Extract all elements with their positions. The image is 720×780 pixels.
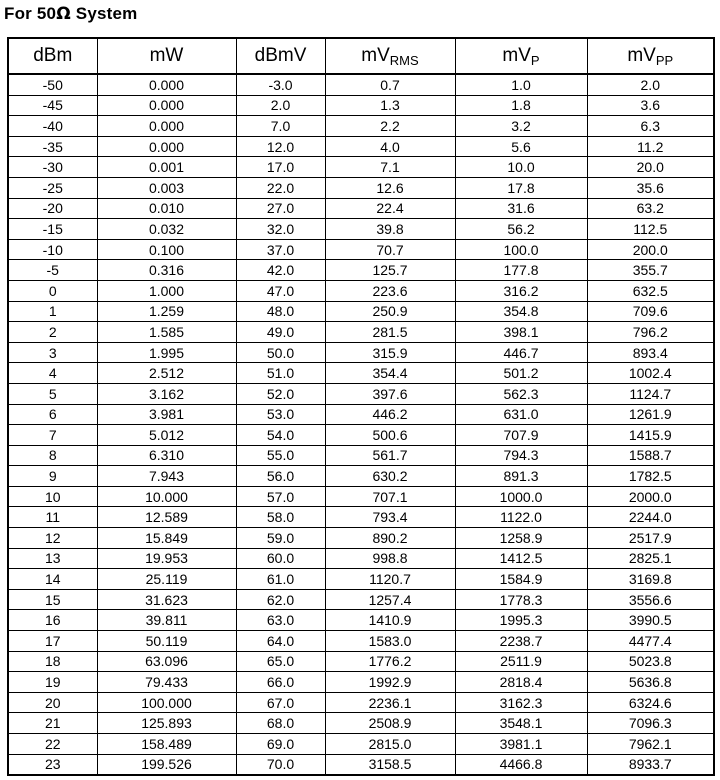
mw-cell: 199.526 [97, 754, 236, 775]
dbmv-cell: 27.0 [236, 198, 325, 219]
mv-rms-cell: 3158.5 [325, 754, 455, 775]
mv-pp-cell: 355.7 [587, 260, 714, 281]
dbm-cell: 13 [8, 548, 97, 569]
table-row [8, 754, 714, 775]
mv-rms-cell: 70.7 [325, 239, 455, 260]
mv-pp-cell: 3.6 [587, 95, 714, 116]
mv-pp-cell: 7096.3 [587, 713, 714, 734]
dbm-cell: 9 [8, 466, 97, 487]
header-mw: mW [97, 38, 236, 74]
table-row [8, 239, 714, 260]
mv-rms-cell: 223.6 [325, 280, 455, 301]
mv-p-cell: 631.0 [455, 404, 587, 425]
dbmv-cell: 50.0 [236, 342, 325, 363]
mv-rms-cell: 39.8 [325, 219, 455, 240]
mw-cell: 0.000 [97, 116, 236, 137]
mv-pp-cell: 11.2 [587, 136, 714, 157]
mw-cell: 3.981 [97, 404, 236, 425]
mw-cell: 15.849 [97, 528, 236, 549]
table-row [8, 486, 714, 507]
dbmv-cell: 63.0 [236, 610, 325, 631]
mw-cell: 1.000 [97, 280, 236, 301]
dbm-cell: 18 [8, 651, 97, 672]
mv-pp-cell: 112.5 [587, 219, 714, 240]
dbmv-cell: 7.0 [236, 116, 325, 137]
mv-p-cell: 446.7 [455, 342, 587, 363]
table-row [8, 363, 714, 384]
mv-rms-cell: 22.4 [325, 198, 455, 219]
mv-p-cell: 5.6 [455, 136, 587, 157]
dbmv-cell: 32.0 [236, 219, 325, 240]
title-suffix: System [70, 4, 138, 23]
dbmv-cell: 57.0 [236, 486, 325, 507]
dbm-cell: 5 [8, 383, 97, 404]
mv-p-cell: 501.2 [455, 363, 587, 384]
mv-rms-cell: 890.2 [325, 528, 455, 549]
mw-cell: 10.000 [97, 486, 236, 507]
table-row [8, 260, 714, 281]
dbm-cell: -50 [8, 74, 97, 95]
dbmv-cell: 62.0 [236, 589, 325, 610]
mw-cell: 7.943 [97, 466, 236, 487]
mw-cell: 1.995 [97, 342, 236, 363]
mv-rms-cell: 1257.4 [325, 589, 455, 610]
dbm-cell: 22 [8, 734, 97, 755]
mv-p-cell: 3981.1 [455, 734, 587, 755]
dbm-cell: -40 [8, 116, 97, 137]
mv-p-cell: 1584.9 [455, 569, 587, 590]
mw-cell: 0.100 [97, 239, 236, 260]
mv-pp-cell: 7962.1 [587, 734, 714, 755]
mv-pp-cell: 2000.0 [587, 486, 714, 507]
mv-rms-cell: 2236.1 [325, 692, 455, 713]
table-row [8, 631, 714, 652]
mv-pp-cell: 3990.5 [587, 610, 714, 631]
dbm-cell: -10 [8, 239, 97, 260]
mw-cell: 19.953 [97, 548, 236, 569]
mv-rms-cell: 2.2 [325, 116, 455, 137]
mv-p-cell: 1412.5 [455, 548, 587, 569]
dbmv-cell: 12.0 [236, 136, 325, 157]
mv-p-cell: 1000.0 [455, 486, 587, 507]
mv-p-cell: 794.3 [455, 445, 587, 466]
dbm-cell: 21 [8, 713, 97, 734]
header-mv-pp: $mV_{PP}$ [587, 38, 714, 74]
mv-rms-cell: 7.1 [325, 157, 455, 178]
mv-pp-cell: 632.5 [587, 280, 714, 301]
mv-rms-cell: 397.6 [325, 383, 455, 404]
mw-cell: 0.032 [97, 219, 236, 240]
mv-pp-cell: 20.0 [587, 157, 714, 178]
mv-rms-cell: 707.1 [325, 486, 455, 507]
dbm-cell: 23 [8, 754, 97, 775]
dbmv-cell: 56.0 [236, 466, 325, 487]
table-row [8, 383, 714, 404]
dbm-cell: 17 [8, 631, 97, 652]
page-title [4, 4, 137, 24]
dbm-cell: 20 [8, 692, 97, 713]
mv-p-cell: 891.3 [455, 466, 587, 487]
mv-pp-cell: 5023.8 [587, 651, 714, 672]
mw-cell: 3.162 [97, 383, 236, 404]
mw-cell: 6.310 [97, 445, 236, 466]
mv-rms-cell: 1120.7 [325, 569, 455, 590]
mv-p-cell: 3162.3 [455, 692, 587, 713]
mw-cell: 12.589 [97, 507, 236, 528]
dbmv-cell: 70.0 [236, 754, 325, 775]
table-row [8, 692, 714, 713]
table-row [8, 322, 714, 343]
dbmv-cell: 66.0 [236, 672, 325, 693]
mv-rms-cell: 1.3 [325, 95, 455, 116]
dbm-cell: -25 [8, 177, 97, 198]
mv-rms-cell: 250.9 [325, 301, 455, 322]
mv-p-cell: 3548.1 [455, 713, 587, 734]
dbmv-cell: 2.0 [236, 95, 325, 116]
mv-pp-cell: 2.0 [587, 74, 714, 95]
dbmv-cell: 61.0 [236, 569, 325, 590]
dbmv-cell: 67.0 [236, 692, 325, 713]
dbm-cell: 14 [8, 569, 97, 590]
table-row [8, 528, 714, 549]
table-row [8, 713, 714, 734]
mv-p-cell: 2238.7 [455, 631, 587, 652]
table-row [8, 589, 714, 610]
dbm-cell: -20 [8, 198, 97, 219]
mv-p-cell: 100.0 [455, 239, 587, 260]
table-row [8, 157, 714, 178]
table-row [8, 136, 714, 157]
mv-pp-cell: 2517.9 [587, 528, 714, 549]
mv-pp-cell: 8933.7 [587, 754, 714, 775]
table-row [8, 445, 714, 466]
table-row [8, 301, 714, 322]
dbm-cell: 7 [8, 425, 97, 446]
mv-pp-cell: 4477.4 [587, 631, 714, 652]
mv-p-cell: 398.1 [455, 322, 587, 343]
dbm-cell: -45 [8, 95, 97, 116]
mv-rms-cell: 1992.9 [325, 672, 455, 693]
mv-p-cell: 3.2 [455, 116, 587, 137]
mv-p-cell: 1258.9 [455, 528, 587, 549]
mv-pp-cell: 893.4 [587, 342, 714, 363]
dbm-cell: 12 [8, 528, 97, 549]
mv-rms-cell: 354.4 [325, 363, 455, 384]
mv-rms-cell: 1410.9 [325, 610, 455, 631]
mv-pp-cell: 35.6 [587, 177, 714, 198]
table-row [8, 734, 714, 755]
dbmv-cell: 60.0 [236, 548, 325, 569]
table-row [8, 404, 714, 425]
mv-rms-cell: 12.6 [325, 177, 455, 198]
mv-p-cell: 2818.4 [455, 672, 587, 693]
mv-rms-cell: 2508.9 [325, 713, 455, 734]
dbm-cell: 4 [8, 363, 97, 384]
mw-cell: 0.010 [97, 198, 236, 219]
mw-cell: 0.000 [97, 74, 236, 95]
dbm-cell: 0 [8, 280, 97, 301]
mv-pp-cell: 5636.8 [587, 672, 714, 693]
table-body [8, 74, 714, 775]
table-row [8, 651, 714, 672]
dbmv-cell: 64.0 [236, 631, 325, 652]
table-row [8, 177, 714, 198]
mv-rms-cell: 281.5 [325, 322, 455, 343]
dbmv-cell: 65.0 [236, 651, 325, 672]
dbmv-cell: 68.0 [236, 713, 325, 734]
mv-rms-cell: 446.2 [325, 404, 455, 425]
header-mv-rms: $mV_{RMS}$ [325, 38, 455, 74]
mw-cell: 0.000 [97, 136, 236, 157]
header-row [8, 38, 714, 74]
conversion-table [7, 37, 715, 776]
dbm-cell: -15 [8, 219, 97, 240]
mv-pp-cell: 63.2 [587, 198, 714, 219]
mv-rms-cell: 315.9 [325, 342, 455, 363]
mv-pp-cell: 2825.1 [587, 548, 714, 569]
mv-p-cell: 4466.8 [455, 754, 587, 775]
mw-cell: 63.096 [97, 651, 236, 672]
dbmv-cell: 55.0 [236, 445, 325, 466]
mv-rms-cell: 1776.2 [325, 651, 455, 672]
table-row [8, 425, 714, 446]
mv-p-cell: 31.6 [455, 198, 587, 219]
dbmv-cell: 54.0 [236, 425, 325, 446]
mv-p-cell: 707.9 [455, 425, 587, 446]
dbm-cell: -5 [8, 260, 97, 281]
table-row [8, 74, 714, 95]
dbmv-cell: 51.0 [236, 363, 325, 384]
table-row [8, 548, 714, 569]
mv-rms-cell: 4.0 [325, 136, 455, 157]
mv-pp-cell: 1782.5 [587, 466, 714, 487]
mv-p-cell: 354.8 [455, 301, 587, 322]
mv-p-cell: 1995.3 [455, 610, 587, 631]
mv-pp-cell: 1588.7 [587, 445, 714, 466]
title-prefix: For 50 [4, 4, 57, 23]
dbmv-cell: 58.0 [236, 507, 325, 528]
mw-cell: 0.001 [97, 157, 236, 178]
dbmv-cell: 47.0 [236, 280, 325, 301]
dbm-cell: 16 [8, 610, 97, 631]
dbm-cell: -35 [8, 136, 97, 157]
dbm-cell: 2 [8, 322, 97, 343]
mw-cell: 1.259 [97, 301, 236, 322]
mv-p-cell: 1778.3 [455, 589, 587, 610]
mv-p-cell: 17.8 [455, 177, 587, 198]
mv-pp-cell: 1002.4 [587, 363, 714, 384]
mv-rms-cell: 0.7 [325, 74, 455, 95]
dbm-cell: 1 [8, 301, 97, 322]
dbmv-cell: 52.0 [236, 383, 325, 404]
title-omega: Ω [56, 4, 71, 24]
mv-p-cell: 56.2 [455, 219, 587, 240]
dbm-cell: 8 [8, 445, 97, 466]
table-row [8, 342, 714, 363]
mv-rms-cell: 793.4 [325, 507, 455, 528]
mw-cell: 25.119 [97, 569, 236, 590]
dbm-cell: 15 [8, 589, 97, 610]
mv-p-cell: 562.3 [455, 383, 587, 404]
mw-cell: 0.316 [97, 260, 236, 281]
dbm-cell: -30 [8, 157, 97, 178]
header-dbm: dBm [8, 38, 97, 74]
mv-p-cell: 1122.0 [455, 507, 587, 528]
table-row [8, 672, 714, 693]
mv-p-cell: 316.2 [455, 280, 587, 301]
mw-cell: 0.003 [97, 177, 236, 198]
table-row [8, 198, 714, 219]
mv-rms-cell: 1583.0 [325, 631, 455, 652]
mv-pp-cell: 1415.9 [587, 425, 714, 446]
mv-rms-cell: 2815.0 [325, 734, 455, 755]
mv-pp-cell: 200.0 [587, 239, 714, 260]
dbmv-cell: 22.0 [236, 177, 325, 198]
table-row [8, 610, 714, 631]
mv-pp-cell: 796.2 [587, 322, 714, 343]
mv-pp-cell: 6.3 [587, 116, 714, 137]
mv-rms-cell: 630.2 [325, 466, 455, 487]
mw-cell: 50.119 [97, 631, 236, 652]
table-row [8, 219, 714, 240]
mv-pp-cell: 6324.6 [587, 692, 714, 713]
mw-cell: 158.489 [97, 734, 236, 755]
header-dbmv: dBmV [236, 38, 325, 74]
mv-rms-cell: 998.8 [325, 548, 455, 569]
mw-cell: 5.012 [97, 425, 236, 446]
mv-p-cell: 177.8 [455, 260, 587, 281]
mv-pp-cell: 3169.8 [587, 569, 714, 590]
mv-pp-cell: 709.6 [587, 301, 714, 322]
table-row [8, 507, 714, 528]
mw-cell: 39.811 [97, 610, 236, 631]
dbmv-cell: 42.0 [236, 260, 325, 281]
mv-p-cell: 10.0 [455, 157, 587, 178]
dbm-cell: 6 [8, 404, 97, 425]
mv-pp-cell: 3556.6 [587, 589, 714, 610]
dbm-cell: 19 [8, 672, 97, 693]
dbmv-cell: 49.0 [236, 322, 325, 343]
mw-cell: 31.623 [97, 589, 236, 610]
dbmv-cell: 59.0 [236, 528, 325, 549]
table-row [8, 569, 714, 590]
mv-pp-cell: 1261.9 [587, 404, 714, 425]
mw-cell: 0.000 [97, 95, 236, 116]
mw-cell: 100.000 [97, 692, 236, 713]
mw-cell: 2.512 [97, 363, 236, 384]
table-row [8, 95, 714, 116]
mv-p-cell: 2511.9 [455, 651, 587, 672]
mv-p-cell: 1.8 [455, 95, 587, 116]
mw-cell: 125.893 [97, 713, 236, 734]
dbm-cell: 11 [8, 507, 97, 528]
dbmv-cell: -3.0 [236, 74, 325, 95]
table-row [8, 280, 714, 301]
mv-pp-cell: 1124.7 [587, 383, 714, 404]
header-mv-p: $mV_P$ [455, 38, 587, 74]
mv-rms-cell: 125.7 [325, 260, 455, 281]
dbmv-cell: 37.0 [236, 239, 325, 260]
mv-p-cell: 1.0 [455, 74, 587, 95]
table-row [8, 116, 714, 137]
mw-cell: 1.585 [97, 322, 236, 343]
mw-cell: 79.433 [97, 672, 236, 693]
mv-rms-cell: 500.6 [325, 425, 455, 446]
dbm-cell: 10 [8, 486, 97, 507]
table-row [8, 466, 714, 487]
dbmv-cell: 53.0 [236, 404, 325, 425]
mv-rms-cell: 561.7 [325, 445, 455, 466]
dbmv-cell: 48.0 [236, 301, 325, 322]
dbmv-cell: 17.0 [236, 157, 325, 178]
dbmv-cell: 69.0 [236, 734, 325, 755]
dbm-cell: 3 [8, 342, 97, 363]
mv-pp-cell: 2244.0 [587, 507, 714, 528]
